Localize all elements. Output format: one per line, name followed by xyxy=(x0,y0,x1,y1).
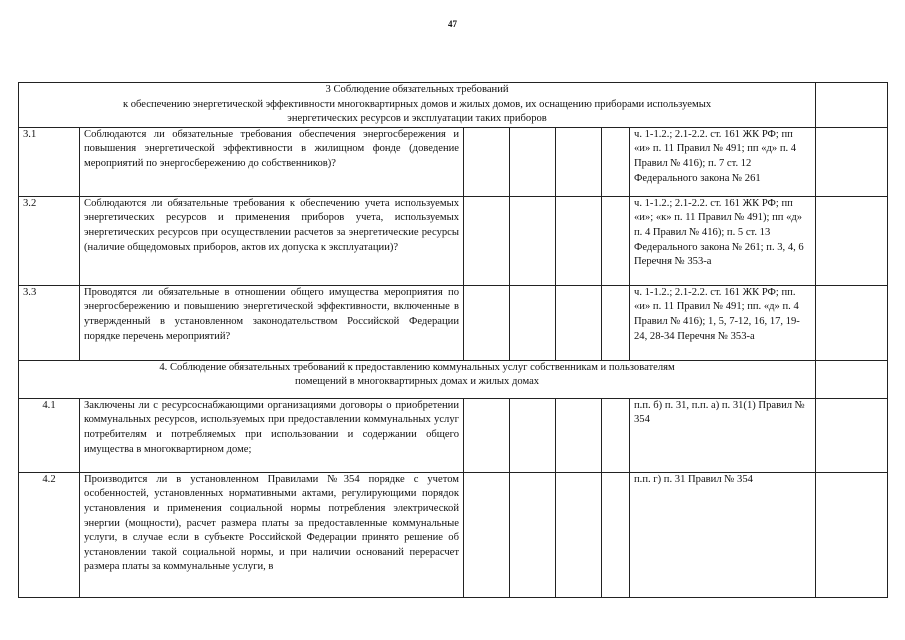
answer-no-cell[interactable] xyxy=(510,285,556,360)
notes-cell[interactable] xyxy=(816,472,888,597)
notes-cell[interactable] xyxy=(816,196,888,285)
page-number: 47 xyxy=(448,19,457,29)
answer-no-cell[interactable] xyxy=(510,196,556,285)
notes-cell xyxy=(816,360,888,398)
section-title xyxy=(19,360,816,398)
answer-yes-cell[interactable] xyxy=(464,127,510,196)
section-title-line: 3 Соблюдение обязательных требований xyxy=(325,84,509,95)
row-question: Соблюдаются ли обязательные требования к обеспечению учета используемых энергетических ресурсов и применения приборов учета, используемых энергетических ресурсов при осуществлении расчетов за энергетические ресурсы (наличие общедомовых приборов, актов их допуска к эксплуатации)? xyxy=(80,196,464,285)
table-row xyxy=(19,196,888,285)
answer-na-cell[interactable] xyxy=(556,398,602,472)
row-question: Соблюдаются ли обязательные требования обеспечения энергосбережения и повышения энергетической эффективности в жилищном фонде (доведение мероприятий по энергосбережению до собственников)? xyxy=(80,127,464,196)
row-number: 3.2 xyxy=(19,196,80,285)
row-reference: ч. 1-1.2.; 2.1-2.2. ст. 161 ЖК РФ; пп. «и» п. 11 Правил № 491; пп. «д» п. 4 Правил № 416); 1, 5, 7-12, 16, 17, 19-24, 28-34 Перечня № 353-а xyxy=(630,285,816,360)
section-title xyxy=(19,83,816,128)
notes-cell[interactable] xyxy=(816,398,888,472)
section-title-line: к обеспечению энергетической эффективности многоквартирных домов и жилых домов, их оснащению приборами используемых xyxy=(122,98,712,110)
table-row xyxy=(19,285,888,360)
section-title-line: энергетических ресурсов и эксплуатации таких приборов xyxy=(287,113,547,125)
row-number: 3.3 xyxy=(19,285,80,360)
section-header-row xyxy=(19,83,888,128)
answer-na-cell[interactable] xyxy=(556,127,602,196)
row-reference: ч. 1-1.2.; 2.1-2.2. ст. 161 ЖК РФ; пп «и»; «к» п. 11 Правил № 491); пп «д» п. 4 Правил № 416); п. 5 ст. 13 Федерального закона № 261; п. 3, 4, 6 Перечня № 353-а xyxy=(630,196,816,285)
answer-no-cell[interactable] xyxy=(510,398,556,472)
row-number: 4.2 xyxy=(19,472,80,597)
extra-cell[interactable] xyxy=(602,127,630,196)
row-number: 3.1 xyxy=(19,127,80,196)
row-number: 4.1 xyxy=(19,398,80,472)
answer-na-cell[interactable] xyxy=(556,472,602,597)
extra-cell[interactable] xyxy=(602,398,630,472)
answer-na-cell[interactable] xyxy=(556,196,602,285)
notes-cell[interactable] xyxy=(816,285,888,360)
row-question: Заключены ли с ресурсоснабжающими организациями договоры о приобретении коммунальных ресурсов, используемых при предоставлении коммунальных услуг потребителям и потребляемых при использовании и содержании общего имущества в многоквартирном доме; xyxy=(80,398,464,472)
notes-cell[interactable] xyxy=(816,127,888,196)
row-reference: п.п. г) п. 31 Правил № 354 xyxy=(630,472,816,597)
answer-no-cell[interactable] xyxy=(510,472,556,597)
section-title-line: 4. Соблюдение обязательных требований к предоставлению коммунальных услуг собственникам и пользователям xyxy=(159,361,675,373)
extra-cell[interactable] xyxy=(602,285,630,360)
extra-cell[interactable] xyxy=(602,472,630,597)
answer-yes-cell[interactable] xyxy=(464,285,510,360)
row-reference: п.п. б) п. 31, п.п. а) п. 31(1) Правил № 354 xyxy=(630,398,816,472)
table-row xyxy=(19,398,888,472)
answer-yes-cell[interactable] xyxy=(464,196,510,285)
answer-yes-cell[interactable] xyxy=(464,472,510,597)
extra-cell[interactable] xyxy=(602,196,630,285)
notes-cell xyxy=(816,83,888,128)
row-question: Производится ли в установленном Правилами №354 порядке с учетом особенностей, установленных нормативными актами, регулирующими порядок установления и применения социальной нормы потребления электрической энергии (мощности), расчет размера платы за предоставленные коммунальные услуги, в случае если в субъекте Российской Федерации принято решение об установлении такой социальной нормы, и при наличии оснований перерасчет размера платы за коммунальные услуги, в xyxy=(80,472,464,597)
section-title-line: помещений в многоквартирных домах и жилых домах xyxy=(294,376,540,388)
row-reference: ч. 1-1.2.; 2.1-2.2. ст. 161 ЖК РФ; пп «и» п. 11 Правил № 491; пп «д» п. 4 Правил № 416); п. 7 ст. 12 Федерального закона № 261 xyxy=(630,127,816,196)
answer-yes-cell[interactable] xyxy=(464,398,510,472)
row-question: Проводятся ли обязательные в отношении общего имущества мероприятия по энергосбережению и повышению энергетической эффективности, включенные в утвержденный в установленном законодательством Российской Федерации порядке перечень мероприятий? xyxy=(80,285,464,360)
requirements-table xyxy=(18,82,888,598)
section-header-row xyxy=(19,360,888,398)
table-row xyxy=(19,472,888,597)
answer-no-cell[interactable] xyxy=(510,127,556,196)
answer-na-cell[interactable] xyxy=(556,285,602,360)
table-row xyxy=(19,127,888,196)
